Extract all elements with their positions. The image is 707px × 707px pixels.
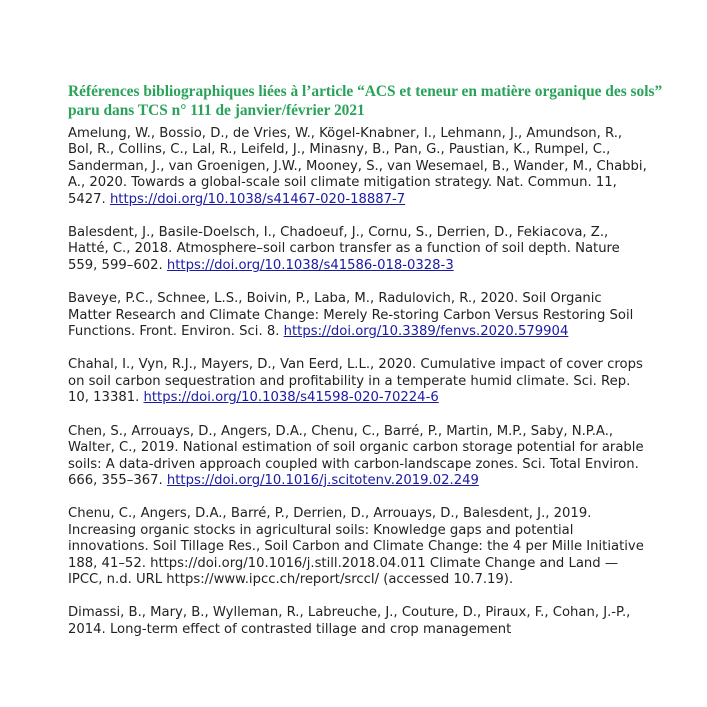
reference-item [68,605,648,638]
reference-list [68,126,648,655]
reference-text: Dimassi, B., Mary, B., Wylleman, R., Labreuche, J., Couture, D., Piraux, F., Cohan, J.-P., 2014. Long-term effect of contrasted tillage and crop management [68,605,631,637]
reference-item [68,291,648,340]
reference-text: Balesdent, J., Basile-Doelsch, I., Chadoeuf, J., Cornu, S., Derrien, D., Fekiacova, Z., Hatté, C., 2018. Atmosphere–soil carbon transfer as a function of soil depth. Nature 559, 599–602. [68,225,620,273]
reference-text: Baveye, P.C., Schnee, L.S., Boivin, P., Laba, M., Radulovich, R., 2020. Soil Organic Matter Research and Climate Change: Merely Re-storing Carbon Versus Restoring Soil Functions. Front. Environ. Sci. 8. [68,291,634,340]
reference-item [68,126,648,208]
reference-item [68,225,648,274]
reference-item [68,506,648,588]
reference-text: Chenu, C., Angers, D.A., Barré, P., Derrien, D., Arrouays, D., Balesdent, J., 2019. Increasing organic stocks in agricultural soils: Knowledge gaps and potential innovations. Soil Tillage Res., Soil Carbon and Climate Change: the 4 per Mille Initiative 188, 41–52. https://doi.org/10.1016/j.still.2018.04.011 Climate Change and Land — IPCC, n.d. URL https://www.ipcc.ch/report/srccl/ (accessed 10.7.19). [68,506,644,587]
reference-text: Chahal, I., Vyn, R.J., Mayers, D., Van Eerd, L.L., 2020. Cumulative impact of cover crops on soil carbon sequestration and profitability in a temperate humid climate. Sci. Rep. 10, 13381. [68,357,643,406]
document-title: Références bibliographiques liées à l’article “ACS et teneur en matière organique des sols” paru dans TCS n° 111 de janvier/février 2021 [68,83,663,119]
reference-text: Amelung, W., Bossio, D., de Vries, W., Kögel-Knabner, I., Lehmann, J., Amundson, R., Bol, R., Collins, C., Lal, R., Leifeld, J., Minasny, B., Pan, G., Paustian, K., Rumpel, C., Sanderman, J., van Groenigen, J.W., Mooney, S., van Wesemael, B., Wander, M., Chabbi, A., 2020. Towards a global-scale soil climate mitigation strategy. Nat. Commun. 11, 5427. [68,126,647,207]
reference-doi-link[interactable]: https://doi.org/10.1038/s41467-020-18887-7 [109,191,406,207]
reference-doi-link[interactable]: https://doi.org/10.1038/s41598-020-70224-6 [143,390,439,406]
reference-doi-link[interactable]: https://doi.org/10.1038/s41586-018-0328-3 [166,257,454,273]
reference-doi-link[interactable]: https://doi.org/10.3389/fenvs.2020.579904 [283,324,569,340]
reference-doi-link[interactable]: https://doi.org/10.1016/j.scitotenv.2019.02.249 [166,472,479,488]
reference-item [68,357,648,406]
reference-text: Chen, S., Arrouays, D., Angers, D.A., Chenu, C., Barré, P., Martin, M.P., Saby, N.P.A., Walter, C., 2019. National estimation of soil organic carbon storage potential for arable soils: A data-driven approach coupled with carbon-landscape zones. Sci. Total Environ. 666, 355–367. [68,423,644,488]
reference-item [68,424,648,490]
